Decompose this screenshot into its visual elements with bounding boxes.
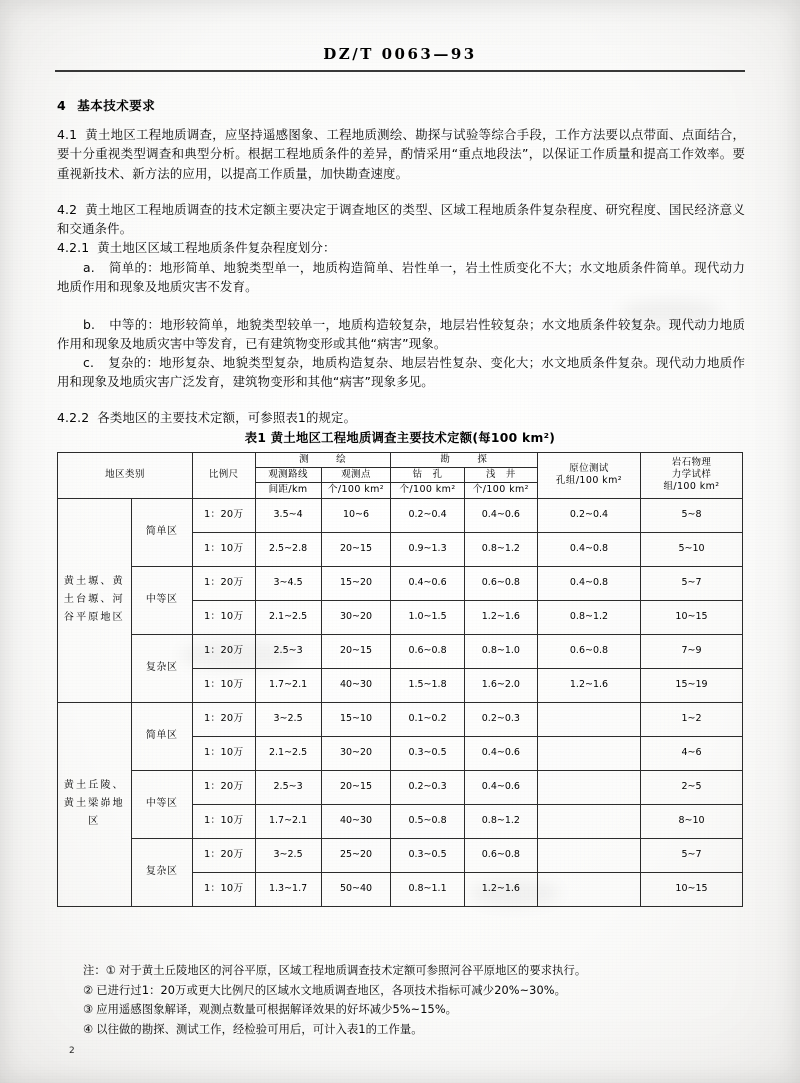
cell-shallow-well: 0.8~1.0: [464, 634, 537, 668]
note-marker: 注：①: [83, 964, 117, 977]
cell-scale: 1：10万: [192, 804, 255, 838]
cell-survey-line: 3~2.5: [255, 702, 321, 736]
note-item-1: [57, 961, 745, 981]
section-number: 4: [57, 98, 67, 113]
table-caption: 表1 黄土地区工程地质调查主要技术定额(每100 km²): [244, 431, 556, 445]
paragraph-item-c: [57, 353, 745, 392]
note-item-2: [57, 981, 745, 1001]
paragraph-4-1: [57, 125, 745, 183]
table-row: [58, 634, 743, 668]
cell-insitu-test: [538, 838, 641, 872]
cell-shallow-well: 0.8~1.2: [464, 532, 537, 566]
cell-borehole: 0.5~0.8: [391, 804, 464, 838]
paragraph-lead: 4.2: [57, 202, 78, 217]
item-text: 简单的：地形简单、地貌类型单一，地质构造简单、岩性单一，岩土性质变化不大；水文地质条件简单。现代动力地质作用和现象及地质灾害不发育。: [57, 260, 745, 295]
cell-insitu-test: [538, 770, 641, 804]
cell-insitu-test: 0.4~0.8: [538, 566, 641, 600]
cell-survey-line: 2.1~2.5: [255, 600, 321, 634]
header-group-mapping: 测 绘: [255, 453, 391, 468]
cell-scale: 1：20万: [192, 770, 255, 804]
table-row: [58, 566, 743, 600]
header-survey-point-unit: 个/100 km²: [321, 483, 391, 498]
paragraph-text: 黄土地区工程地质调查的技术定额主要决定于调查地区的类型、区域工程地质条件复杂程度、研究程度、国民经济意义和交通条件。: [57, 202, 745, 237]
paragraph-lead: 4.2.1: [57, 240, 90, 255]
header-insitu-test-unit: 孔组/100 km²: [556, 475, 622, 487]
cell-borehole: 0.3~0.5: [391, 838, 464, 872]
cell-shallow-well: 0.6~0.8: [464, 838, 537, 872]
note-text: 应用遥感图象解译，观测点数量可根据解译效果的好坏减少5%~15%。: [96, 1003, 458, 1017]
cell-scale: 1：10万: [192, 532, 255, 566]
cell-survey-point: 10~6: [321, 498, 391, 532]
header-shallow-well: 浅 井: [464, 468, 537, 483]
cell-insitu-test: 0.6~0.8: [538, 634, 641, 668]
cell-scale: 1：20万: [192, 498, 255, 532]
cell-survey-line: 2.5~3: [255, 634, 321, 668]
cell-rock-sample: 5~7: [640, 566, 742, 600]
cell-borehole: 1.5~1.8: [391, 668, 464, 702]
header-divider: [55, 70, 745, 72]
page-number: 2: [69, 1046, 75, 1056]
cell-rock-sample: 2~5: [640, 770, 742, 804]
cell-rock-sample: 10~15: [640, 600, 742, 634]
note-item-3: [57, 1000, 745, 1020]
cell-insitu-test: [538, 736, 641, 770]
table-row: [58, 838, 743, 872]
header-rock-sample-unit: 组/100 km²: [663, 481, 720, 493]
paragraph-lead: 4.2.2: [57, 410, 90, 425]
header-region-type: 地区类别: [58, 453, 193, 499]
paragraph-text: 各类地区的主要技术定额，可参照表1的规定。: [97, 410, 357, 425]
cell-insitu-test: [538, 872, 641, 906]
cell-rock-sample: 5~8: [640, 498, 742, 532]
cell-survey-line: 3~4.5: [255, 566, 321, 600]
cell-survey-point: 40~30: [321, 804, 391, 838]
item-marker: c.: [83, 355, 95, 370]
cell-borehole: 0.9~1.3: [391, 532, 464, 566]
cell-scale: 1：20万: [192, 702, 255, 736]
technical-quota-table: [57, 452, 743, 907]
item-marker: b.: [83, 317, 96, 332]
header-rock-sample-line2: 力学试样: [671, 469, 712, 481]
cell-rock-sample: 1~2: [640, 702, 742, 736]
cell-survey-line: 1.7~2.1: [255, 804, 321, 838]
item-text: 中等的：地形较简单，地貌类型较单一，地质构造较复杂，地层岩性较复杂；水文地质条件较复杂。现代动力地质作用和现象及地质灾害中等发育，已有建筑物变形或其他“病害”现象。: [57, 317, 745, 352]
note-marker: ②: [83, 983, 94, 997]
paragraph-item-a: [57, 258, 745, 297]
cell-scale: 1：20万: [192, 838, 255, 872]
table-row: [58, 770, 743, 804]
cell-insitu-test: 0.4~0.8: [538, 532, 641, 566]
class-label: 中等区: [131, 566, 192, 634]
table-notes: [57, 961, 745, 1039]
section-title-text: 基本技术要求: [77, 98, 156, 113]
cell-rock-sample: 15~19: [640, 668, 742, 702]
header-insitu-test-label: 原位测试: [569, 463, 609, 475]
cell-shallow-well: 0.6~0.8: [464, 566, 537, 600]
cell-insitu-test: [538, 804, 641, 838]
paragraph-item-b: [57, 315, 745, 354]
cell-shallow-well: 0.2~0.3: [464, 702, 537, 736]
cell-scale: 1：10万: [192, 668, 255, 702]
table-body: [58, 498, 743, 906]
header-group-exploration: 勘 探: [391, 453, 538, 468]
cell-scale: 1：20万: [192, 634, 255, 668]
cell-borehole: 0.3~0.5: [391, 736, 464, 770]
note-text: 以往做的勘探、测试工作，经检验可用后，可计入表1的工作量。: [96, 1022, 423, 1036]
cell-shallow-well: 0.4~0.6: [464, 498, 537, 532]
cell-borehole: 0.2~0.3: [391, 770, 464, 804]
header-borehole: 钻 孔: [391, 468, 464, 483]
cell-scale: 1：10万: [192, 872, 255, 906]
cell-survey-point: 30~20: [321, 736, 391, 770]
cell-scale: 1：10万: [192, 600, 255, 634]
note-item-4: [57, 1020, 745, 1040]
cell-scale: 1：20万: [192, 566, 255, 600]
cell-rock-sample: 5~10: [640, 532, 742, 566]
cell-survey-point: 15~10: [321, 702, 391, 736]
cell-survey-line: 2.5~3: [255, 770, 321, 804]
cell-rock-sample: 10~15: [640, 872, 742, 906]
cell-rock-sample: 7~9: [640, 634, 742, 668]
header-shallow-well-unit: 个/100 km²: [464, 483, 537, 498]
paragraph-4-2-1: [57, 238, 745, 257]
header-survey-line: 观测路线: [255, 468, 321, 483]
header-insitu-test: [538, 453, 641, 499]
cell-borehole: 0.4~0.6: [391, 566, 464, 600]
cell-scale: 1：10万: [192, 736, 255, 770]
cell-insitu-test: [538, 702, 641, 736]
cell-survey-point: 25~20: [321, 838, 391, 872]
cell-survey-point: 20~15: [321, 634, 391, 668]
cell-survey-line: 3~2.5: [255, 838, 321, 872]
cell-survey-line: 2.5~2.8: [255, 532, 321, 566]
cell-borehole: 0.2~0.4: [391, 498, 464, 532]
header-rock-sample-line1: 岩石物理: [671, 457, 712, 468]
cell-survey-point: 40~30: [321, 668, 391, 702]
paragraph-lead: 4.1: [57, 127, 78, 142]
note-text: 对于黄土丘陵地区的河谷平原，区域工程地质调查技术定额可参照河谷平原地区的要求执行。: [119, 964, 587, 977]
cell-survey-point: 50~40: [321, 872, 391, 906]
class-label: 简单区: [131, 702, 192, 770]
header-scale: 比例尺: [192, 453, 255, 499]
cell-survey-line: 1.3~1.7: [255, 872, 321, 906]
paragraph-text: 黄土地区工程地质调查，应坚持遥感图象、工程地质测绘、勘探与试验等综合手段，工作方法要以点带面、点面结合，要十分重视类型调查和典型分析。根据工程地质条件的差异，酌情采用“重点地段法”，以保证工作质量和提高工作效率。要重视新技术、新方法的应用，以提高工作质量，加快勘查速度。: [57, 127, 745, 181]
paragraph-text: 黄土地区区域工程地质条件复杂程度划分：: [97, 240, 336, 255]
cell-borehole: 1.0~1.5: [391, 600, 464, 634]
class-label: 复杂区: [131, 634, 192, 702]
cell-survey-point: 15~20: [321, 566, 391, 600]
header-rock-sample: [640, 453, 742, 499]
note-text: 已进行过1：20万或更大比例尺的区域水文地质调查地区，各项技术指标可减少20%~30%。: [96, 983, 566, 997]
header-survey-line-unit: 间距/km: [255, 483, 321, 498]
cell-borehole: 0.1~0.2: [391, 702, 464, 736]
cell-shallow-well: 1.2~1.6: [464, 872, 537, 906]
group-label-1: 黄土塬、黄土台塬、河谷平原地区: [58, 498, 132, 702]
cell-survey-line: 1.7~2.1: [255, 668, 321, 702]
cell-shallow-well: 0.4~0.6: [464, 736, 537, 770]
cell-shallow-well: 0.8~1.2: [464, 804, 537, 838]
note-marker: ④: [83, 1022, 94, 1036]
cell-rock-sample: 8~10: [640, 804, 742, 838]
item-marker: a.: [83, 260, 95, 275]
header-borehole-unit: 个/100 km²: [391, 483, 464, 498]
class-label: 中等区: [131, 770, 192, 838]
standard-number: DZ/T 0063—93: [323, 45, 477, 63]
group-label-2: 黄土丘陵、黄土梁峁地区: [58, 702, 132, 906]
cell-insitu-test: 0.2~0.4: [538, 498, 641, 532]
cell-rock-sample: 4~6: [640, 736, 742, 770]
table-row: [58, 498, 743, 532]
cell-shallow-well: 0.4~0.6: [464, 770, 537, 804]
cell-insitu-test: 1.2~1.6: [538, 668, 641, 702]
paragraph-4-2: [57, 200, 745, 239]
cell-insitu-test: 0.8~1.2: [538, 600, 641, 634]
paragraph-4-2-2: [57, 408, 745, 427]
class-label: 简单区: [131, 498, 192, 566]
cell-borehole: 0.6~0.8: [391, 634, 464, 668]
cell-survey-line: 3.5~4: [255, 498, 321, 532]
table-row: [58, 702, 743, 736]
cell-survey-point: 20~15: [321, 532, 391, 566]
cell-survey-line: 2.1~2.5: [255, 736, 321, 770]
table-header: [58, 453, 743, 499]
note-marker: ③: [83, 1003, 94, 1017]
cell-shallow-well: 1.6~2.0: [464, 668, 537, 702]
document-header: [55, 44, 745, 63]
class-label: 复杂区: [131, 838, 192, 906]
cell-rock-sample: 5~7: [640, 838, 742, 872]
cell-shallow-well: 1.2~1.6: [464, 600, 537, 634]
cell-survey-point: 20~15: [321, 770, 391, 804]
cell-borehole: 0.8~1.1: [391, 872, 464, 906]
item-text: 复杂的：地形复杂、地貌类型复杂，地质构造复杂、地层岩性复杂、变化大；水文地质条件复杂。现代动力地质作用和现象及地质灾害广泛发育，建筑物变形和其他“病害”现象多见。: [57, 355, 745, 390]
cell-survey-point: 30~20: [321, 600, 391, 634]
section-heading: [57, 96, 155, 114]
header-survey-point: 观测点: [321, 468, 391, 483]
